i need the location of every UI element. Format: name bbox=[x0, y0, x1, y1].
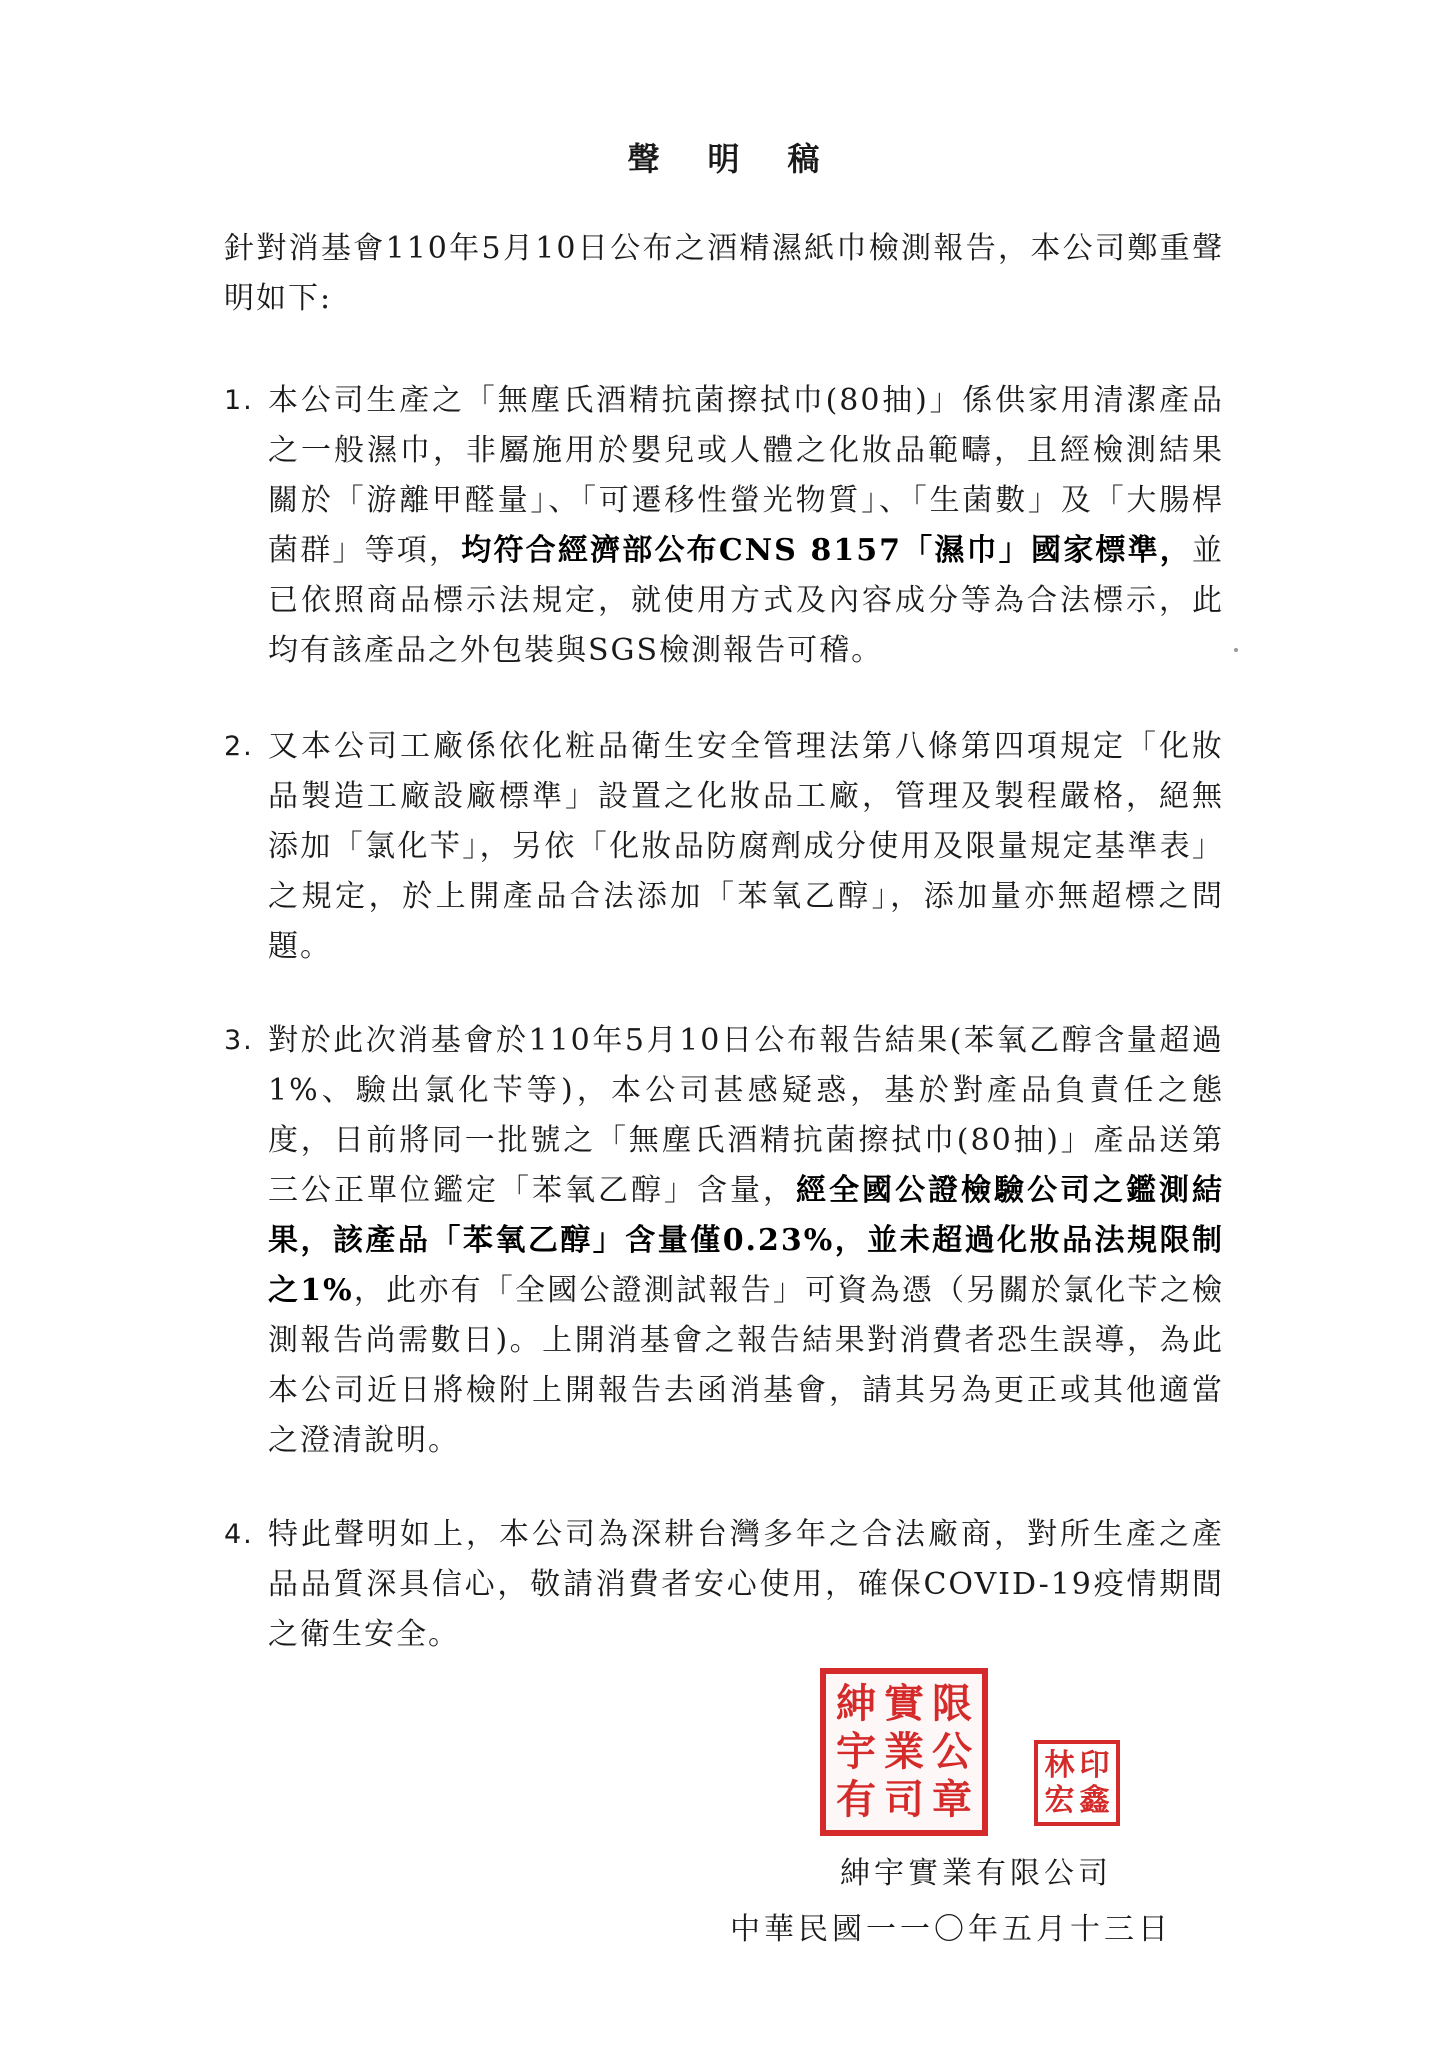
item-text: ，此亦有「全國公證測試報告」可資為憑（另關於氯化苄之檢測報告尚需數日)。上開消基會之報告結果對消費者恐生誤導，為此本公司近日將檢附上開報告去函消基會，請其另為更正或其他適當之澄清說明。 bbox=[268, 1273, 1224, 1458]
item-number: 1. bbox=[224, 385, 254, 416]
document-date: 中華民國一一〇年五月十三日 bbox=[730, 1912, 1172, 1947]
item-emphasis: 經全國公證檢驗公司之鑑測結果，該產品「苯氧乙醇」含量僅0.23%，並未超過化妝品法規限制之1% bbox=[268, 1173, 1224, 1308]
item-text: 本公司生產之「無塵氏酒精抗菌擦拭巾(80抽)」係供家用清潔產品之一般濕巾，非屬施用於嬰兒或人體之化妝品範疇，且經檢測結果關於「游離甲醛量」、「可遷移性螢光物質」、「生菌數」及「大腸桿菌群」等項， bbox=[268, 383, 1224, 568]
item-body bbox=[268, 1510, 1224, 1660]
item-body bbox=[268, 1016, 1224, 1466]
seal-char: 業 bbox=[884, 1728, 924, 1775]
item-number: 2. bbox=[224, 731, 254, 762]
item-number: 3. bbox=[224, 1025, 254, 1056]
item-text: 又本公司工廠係依化粧品衛生安全管理法第八條第四項規定「化妝品製造工廠設廠標準」設置之化妝品工廠，管理及製程嚴格，絕無添加「氯化苄」，另依「化妝品防腐劑成分使用及限量規定基準表」之規定，於上開產品合法添加「苯氧乙醇」，添加量亦無超標之問題。 bbox=[268, 729, 1224, 964]
seal-char: 宏 bbox=[1044, 1782, 1075, 1818]
item-body bbox=[268, 376, 1224, 676]
item-text: 對於此次消基會於110年5月10日公布報告結果(苯氧乙醇含量超過1%、驗出氯化苄等)，本公司甚感疑惑，基於對產品負責任之態度，日前將同一批號之「無塵氏酒精抗菌擦拭巾(80抽)」產品送第三公正單位鑑定「苯氧乙醇」含量， bbox=[268, 1023, 1224, 1208]
company-name: 紳宇實業有限公司 bbox=[840, 1856, 1112, 1891]
intro-paragraph: 針對消基會110年5月10日公布之酒精濕紙巾檢測報告，本公司鄭重聲明如下: bbox=[224, 231, 1224, 316]
item-text: 並已依照商品標示法規定，就使用方式及內容成分等為合法標示，此均有該產品之外包裝與SGS檢測報告可稽。 bbox=[268, 533, 1225, 668]
item-body bbox=[268, 722, 1224, 972]
seal-char: 限 bbox=[932, 1680, 972, 1727]
seal-char: 宇 bbox=[836, 1728, 876, 1775]
statement-item-4 bbox=[224, 1510, 1224, 1660]
seal-char: 實 bbox=[884, 1680, 924, 1727]
statement-item-3 bbox=[224, 1016, 1224, 1466]
seal-char: 章 bbox=[932, 1776, 972, 1823]
seal-char: 林 bbox=[1044, 1747, 1075, 1783]
personal-seal-stamp bbox=[1034, 1740, 1120, 1826]
seal-char: 印 bbox=[1079, 1747, 1110, 1783]
statement-item-2 bbox=[224, 722, 1224, 972]
seal-char: 公 bbox=[932, 1728, 972, 1775]
item-emphasis: 均符合經濟部公布CNS 8157「濕巾」國家標準， bbox=[461, 533, 1193, 568]
seal-char: 有 bbox=[836, 1776, 876, 1823]
seal-char: 紳 bbox=[836, 1680, 876, 1727]
scan-dot bbox=[1234, 648, 1238, 652]
seal-char: 司 bbox=[884, 1776, 924, 1823]
item-text: 特此聲明如上，本公司為深耕台灣多年之合法廠商，對所生產之產品品質深具信心，敬請消費者安心使用，確保COVID-19疫情期間之衛生安全。 bbox=[268, 1517, 1224, 1652]
seal-char: 鑫 bbox=[1079, 1782, 1110, 1818]
company-seal-stamp bbox=[820, 1668, 988, 1836]
item-number: 4. bbox=[224, 1519, 254, 1550]
statement-item-1 bbox=[224, 376, 1224, 676]
document-title: 聲明稿 bbox=[627, 140, 868, 178]
